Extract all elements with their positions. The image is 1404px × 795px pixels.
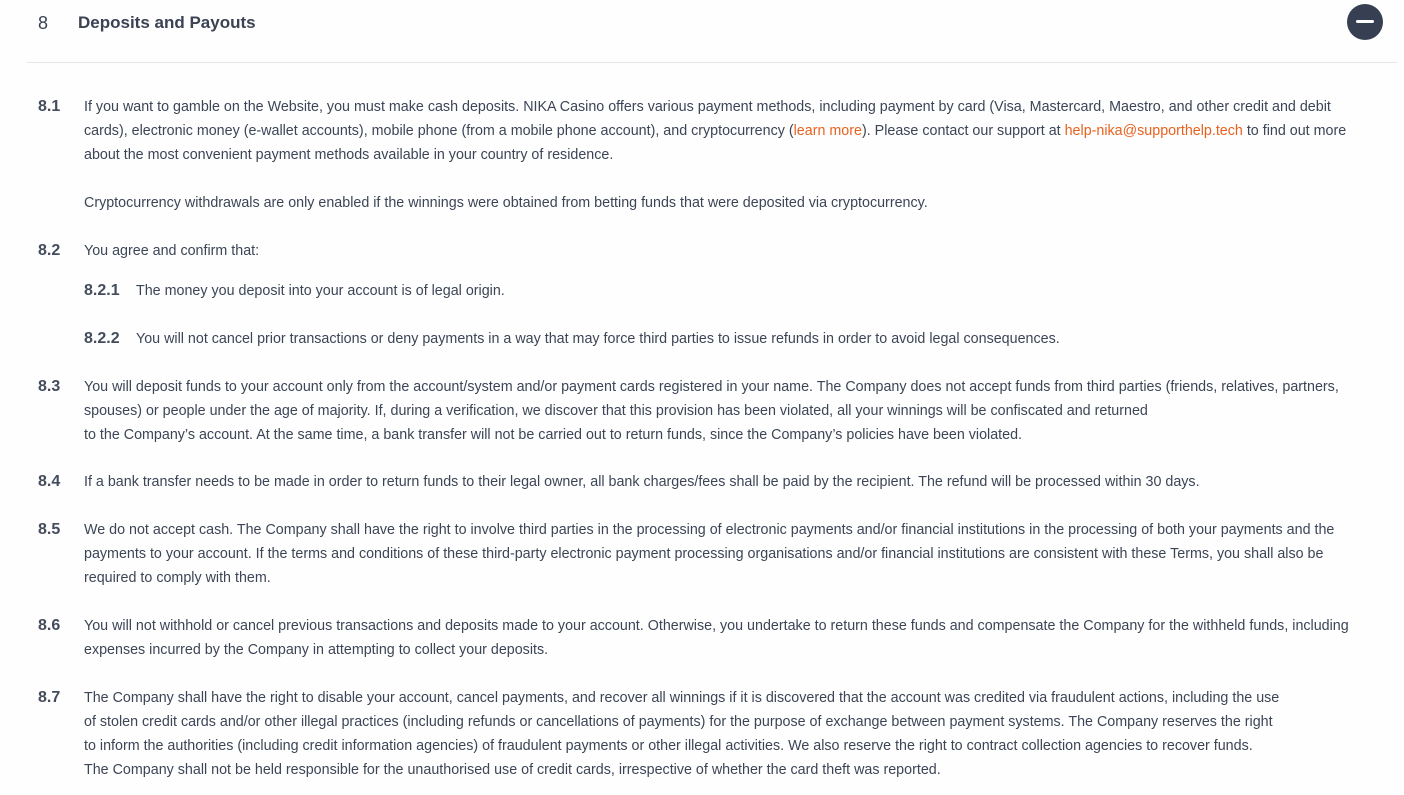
subclause-text: You will not cancel prior transactions or deny payments in a way that may force third parties to issue refunds in order to avoid legal consequences. bbox=[136, 331, 1060, 347]
clause-text: You will not withhold or cancel previous transactions and deposits made to your account. Otherwise, you undertake to return these funds and compensate the Company for the withheld funds, including expenses incurred by the Company in attempting to collect your deposits. bbox=[84, 618, 1349, 658]
section-number: 8 bbox=[38, 13, 49, 33]
clause-text-part: If you want to gamble on the Website, you must make cash deposits. NIKA Casino offers various payment methods, including payment by card (Visa, Mastercard, Maestro, and other credit and debit cards), electronic money (e-wallet accounts), mobile phone (from a mobile phone account), and cryptocurrency ( bbox=[84, 99, 1331, 139]
clause-text bbox=[84, 375, 1359, 447]
learn-more-link[interactable]: learn more bbox=[793, 123, 862, 139]
clause-line: The Company shall not be held responsible for the unauthorised use of credit cards, irrespective of whether the card theft was reported. bbox=[84, 762, 941, 778]
clause-line: The Company shall have the right to disable your account, cancel payments, and recover all winnings if it is discovered that the account was credited via fraudulent actions, including the use bbox=[84, 690, 1280, 706]
clause-paragraph-2: Cryptocurrency withdrawals are only enabled if the winnings were obtained from betting funds that were deposited via cryptocurrency. bbox=[84, 195, 928, 211]
collapse-button[interactable] bbox=[1347, 4, 1383, 40]
clause-text: You agree and confirm that: bbox=[84, 243, 260, 259]
support-email-link[interactable]: help-nika@supporthelp.tech bbox=[1064, 123, 1243, 139]
section-header[interactable] bbox=[27, 0, 1397, 63]
clause-number: 8.2 bbox=[38, 242, 61, 259]
clause-text bbox=[84, 686, 1359, 782]
clause-text-part: ). Please contact our support at bbox=[861, 123, 1065, 139]
clause-text-part: to find out more about the most convenient payment methods available in your country of residence. bbox=[84, 123, 1347, 163]
clause-line: to inform the authorities (including credit information agencies) of fraudulent payments or other illegal activities. We also reserve the right to contract collection agencies to recover funds. bbox=[84, 738, 1253, 754]
clause-line: of stolen credit cards and/or other illegal practices (including refunds or cancellations of payments) for the purpose of exchange between payment systems. The Company reserves the right bbox=[84, 714, 1273, 730]
clause-number: 8.1 bbox=[38, 98, 61, 115]
section-title: Deposits and Payouts bbox=[78, 13, 256, 32]
clause-number: 8.7 bbox=[38, 689, 61, 706]
subclause-text: The money you deposit into your account is of legal origin. bbox=[136, 283, 505, 299]
clause-number: 8.3 bbox=[38, 378, 61, 395]
clause-text bbox=[84, 95, 1359, 167]
clause-number: 8.5 bbox=[38, 521, 61, 538]
clause-line: You will deposit funds to your account only from the account/system and/or payment cards registered in your name. The Company does not accept funds from third parties (friends, relatives, partners, spouses) or people under the age of majority. If, during a verification, we discover that this provision has been violated, all your winnings will be confiscated and returned bbox=[84, 379, 1339, 419]
subclause-number: 8.2.1 bbox=[84, 282, 120, 299]
clause-text: If a bank transfer needs to be made in order to return funds to their legal owner, all bank charges/fees shall be paid by the recipient. The refund will be processed within 30 days. bbox=[84, 474, 1200, 490]
clause-number: 8.4 bbox=[38, 473, 61, 490]
clause-text: We do not accept cash. The Company shall have the right to involve third parties in the processing of electronic payments and/or financial institutions in the processing of both your payments and the payments to your account. If the terms and conditions of these third-party electronic payment processing organisations and/or financial institutions are consistent with these Terms, you shall also be required to comply with them. bbox=[84, 522, 1335, 586]
clause-number: 8.6 bbox=[38, 617, 61, 634]
clause-line: to the Company’s account. At the same time, a bank transfer will not be carried out to return funds, since the Company’s policies have been violated. bbox=[84, 427, 1023, 443]
subclause-number: 8.2.2 bbox=[84, 330, 120, 347]
minus-circle-icon bbox=[1356, 20, 1374, 23]
